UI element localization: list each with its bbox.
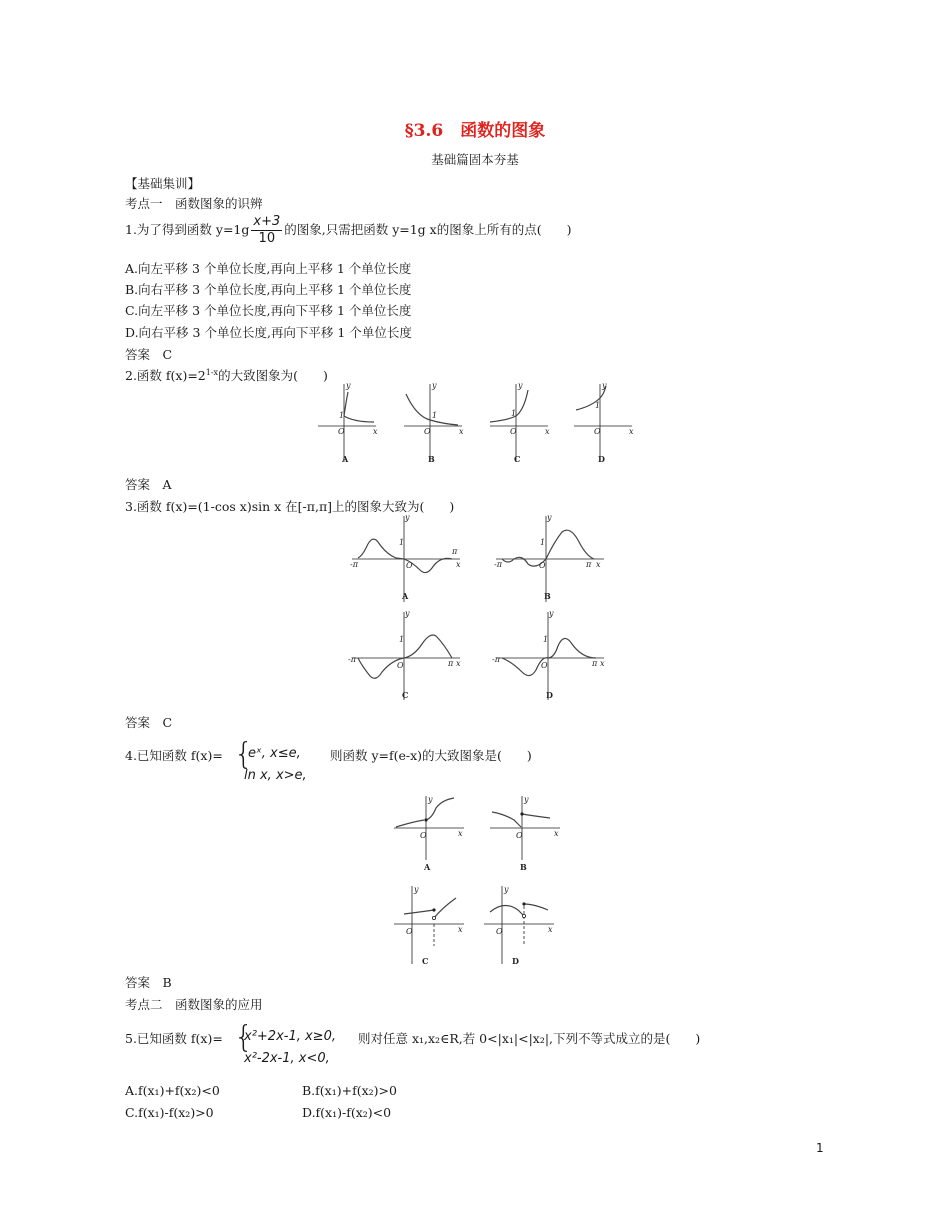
question-4-stem — [125, 746, 223, 764]
q3d-neg-pi: -π — [492, 655, 500, 664]
q2a-one: 1 — [339, 411, 345, 420]
q3-graphs-svg — [348, 512, 608, 702]
q3-graph-a — [350, 513, 461, 602]
q3b-pi: π — [586, 560, 592, 569]
q4b-origin: O — [516, 831, 523, 840]
q4c-y-label: y — [414, 885, 419, 894]
q2d-origin: O — [594, 427, 601, 436]
q2-graph-d — [574, 381, 634, 464]
q4-answer: 答案 B — [125, 975, 172, 990]
q4-label-b: B — [520, 862, 527, 872]
q4-graphs-svg — [392, 794, 562, 970]
q3b-neg-pi: -π — [494, 560, 502, 569]
q2a-x-label: x — [373, 427, 378, 436]
q4a-x-label: x — [458, 829, 463, 838]
q3a-origin: O — [406, 561, 413, 570]
page-subtitle: 基础篇固本夯基 — [431, 152, 519, 167]
q3-answer: 答案 C — [125, 715, 173, 730]
q1-option-b: B.向右平移 3 个单位长度,再向上平移 1 个单位长度 — [125, 282, 412, 297]
q4-label-c: C — [422, 956, 429, 966]
q3d-one: 1 — [543, 635, 549, 644]
q2-label-d: D — [598, 454, 605, 464]
q4-brace: { — [234, 737, 254, 772]
q2-label-a: A — [342, 454, 349, 464]
q2d-y-label: y — [602, 381, 607, 390]
q3-label-b: B — [544, 591, 551, 601]
q3d-pi: π — [592, 659, 598, 668]
q3b-origin: O — [539, 561, 546, 570]
q1-option-a: A.向左平移 3 个单位长度,再向上平移 1 个单位长度 — [125, 261, 412, 276]
q3c-neg-pi: -π — [348, 655, 356, 664]
q3c-x-label: x — [456, 659, 461, 668]
q2b-y-label: y — [432, 381, 437, 390]
q3b-x-label: x — [596, 560, 601, 569]
q1-option-d: D.向右平移 3 个单位长度,再向下平移 1 个单位长度 — [125, 325, 412, 340]
q2-label-c: C — [514, 454, 521, 464]
q2b-x-label: x — [459, 427, 464, 436]
q3c-pi: π — [448, 659, 454, 668]
q5-stem-pre: 5.已知函数 f(x)= — [125, 1031, 223, 1046]
q3-graph-c — [348, 609, 461, 700]
q3b-one: 1 — [540, 538, 546, 547]
q3-label-c: C — [402, 690, 409, 700]
q1-fraction-denominator: 10 — [258, 231, 276, 246]
q5-option-a: A.f(x₁)+f(x₂)<0 — [125, 1083, 220, 1098]
q4-graph-b — [490, 795, 560, 872]
q3a-one: 1 — [399, 538, 405, 547]
q4-label-a: A — [424, 862, 431, 872]
q3d-origin: O — [541, 661, 548, 670]
kaodian-1-heading: 考点一 函数图象的识辨 — [125, 196, 263, 211]
q3-figure — [348, 512, 608, 702]
page-number: 1 — [816, 1141, 824, 1155]
q3d-x-label: x — [600, 659, 605, 668]
q4c-x-label: x — [458, 925, 463, 934]
q2-stem-post: 的大致图象为( ) — [218, 368, 328, 383]
q1-answer: 答案 C — [125, 347, 173, 362]
q2a-y-label: y — [346, 381, 351, 390]
q4-label-d: D — [512, 956, 519, 966]
q4-case-2: ln x, x>e, — [244, 768, 307, 783]
q2-graphs-svg — [316, 380, 636, 470]
q1-stem-post: 的图象,只需把函数 y=1g x的图象上所有的点( ) — [284, 222, 572, 237]
question-1 — [125, 214, 571, 247]
q2-exponent: 1-x — [205, 367, 219, 377]
q1-fraction — [251, 214, 282, 247]
q2b-one: 1 — [432, 411, 438, 420]
q5-case-1: x²+2x-1, x≥0, — [244, 1029, 336, 1044]
question-3: 3.函数 f(x)=(1-cos x)sin x 在[-π,π]上的图象大致为( ) — [125, 499, 455, 514]
kaodian-2-heading: 考点二 函数图象的应用 — [125, 997, 263, 1012]
q2-label-b: B — [428, 454, 435, 464]
section-heading: 【基础集训】 — [125, 176, 201, 191]
q4-graph-d — [484, 885, 554, 966]
q2-graph-a — [318, 381, 378, 464]
q5-option-b: B.f(x₁)+f(x₂)>0 — [302, 1083, 397, 1098]
q4-stem-post: 则函数 y=f(e-x)的大致图象是( ) — [330, 748, 532, 763]
question-2 — [125, 366, 328, 384]
q2-answer: 答案 A — [125, 477, 172, 492]
q2c-origin: O — [510, 427, 517, 436]
q5-case-2: x²-2x-1, x<0, — [244, 1051, 330, 1066]
q5-option-d: D.f(x₁)-f(x₂)<0 — [302, 1105, 392, 1120]
q4d-x-label: x — [548, 925, 553, 934]
q3a-neg-pi: -π — [350, 560, 358, 569]
q3c-origin: O — [397, 661, 404, 670]
q4-case-1: eˣ, x≤e, — [248, 746, 301, 761]
q2b-origin: O — [424, 427, 431, 436]
q5-stem-post: 则对任意 x₁,x₂∈R,若 0<|x₁|<|x₂|,下列不等式成立的是( ) — [358, 1031, 701, 1046]
q3d-y-label: y — [549, 609, 554, 618]
q4a-origin: O — [420, 831, 427, 840]
q2c-y-label: y — [518, 381, 523, 390]
q4c-origin: O — [406, 927, 413, 936]
q1-stem-pre: 1.为了得到函数 y=1g — [125, 222, 250, 237]
q3c-one: 1 — [399, 635, 405, 644]
q3a-x-label: x — [456, 560, 461, 569]
q2c-one: 1 — [511, 409, 517, 418]
q4-graph-a — [394, 795, 464, 872]
q2-figure — [316, 380, 636, 470]
q4d-origin: O — [496, 927, 503, 936]
q3b-y-label: y — [547, 513, 552, 522]
q2-stem-pre: 2.函数 f(x)=2 — [125, 368, 206, 383]
q2-graph-c — [490, 381, 550, 464]
q4-stem-pre: 4.已知函数 f(x)= — [125, 748, 223, 763]
q4-figure — [392, 794, 562, 970]
q3a-y-label: y — [405, 513, 410, 522]
q1-fraction-numerator: x+3 — [253, 214, 281, 229]
q3-graph-d — [492, 609, 605, 700]
q3a-pi: π — [452, 547, 458, 556]
q2-graph-b — [404, 381, 464, 464]
q2d-x-label: x — [629, 427, 634, 436]
q5-option-c: C.f(x₁)-f(x₂)>0 — [125, 1105, 214, 1120]
q4b-y-label: y — [524, 795, 529, 804]
q4d-y-label: y — [504, 885, 509, 894]
q4b-x-label: x — [554, 829, 559, 838]
q4-graph-c — [394, 885, 464, 966]
q3-label-d: D — [546, 690, 553, 700]
page-title: §3.6 函数的图象 — [404, 121, 546, 141]
q1-option-c: C.向左平移 3 个单位长度,再向下平移 1 个单位长度 — [125, 303, 412, 318]
q2d-one: 1 — [595, 401, 601, 410]
q2c-x-label: x — [545, 427, 550, 436]
q5-brace: { — [234, 1020, 254, 1055]
q3-graph-b — [494, 513, 604, 602]
q4a-y-label: y — [428, 795, 433, 804]
q3c-y-label: y — [405, 609, 410, 618]
q3-label-a: A — [402, 591, 409, 601]
q2a-origin: O — [338, 427, 345, 436]
